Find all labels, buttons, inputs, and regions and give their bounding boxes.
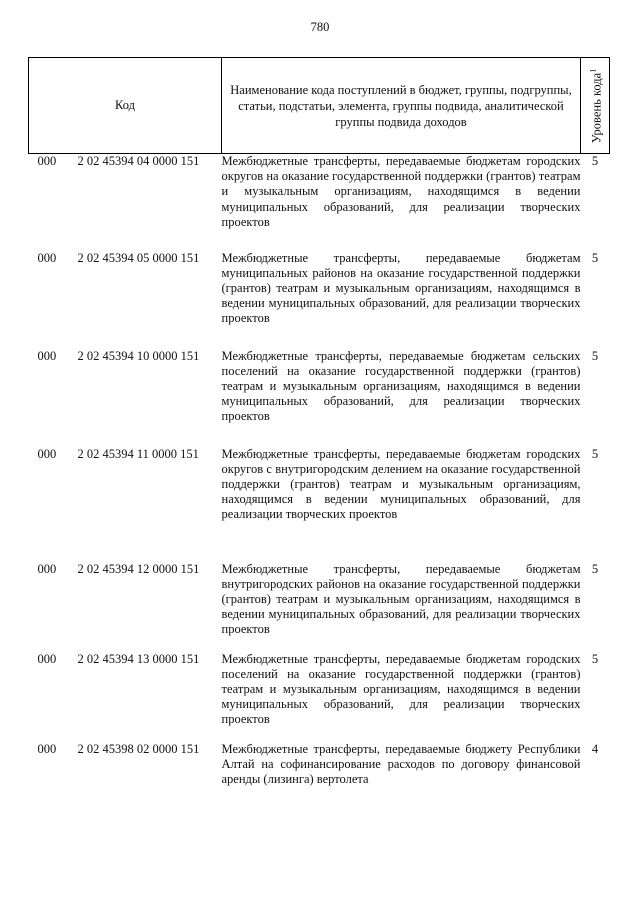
name-cell: Межбюджетные трансферты, передаваемые бюджетам внутригородских районов на оказание государственной поддержки (грантов) театрам и музыкальным организациям, находящимся в ведении муниципальных образований, для реализации творческих проектов — [221, 561, 581, 637]
code-cell — [29, 742, 222, 822]
code-prefix: 000 — [37, 741, 57, 756]
table-row — [29, 349, 610, 447]
code-prefix: 000 — [37, 651, 57, 666]
name-cell: Межбюджетные трансферты, передаваемые бюджетам городских округов с внутригородским делением на оказание государственной поддержки (грантов) театрам и музыкальным организациям, находящимся в ведении муниципальных образований, для реализации творческих проектов — [221, 446, 581, 522]
header-level — [581, 58, 610, 154]
table-row — [29, 562, 610, 652]
header-level-footnote: 1 — [588, 68, 598, 73]
header-name: Наименование кода поступлений в бюджет, группы, подгруппы, статьи, подстатьи, элемента, группы подвида, аналитической группы подвида доходов — [222, 58, 581, 154]
table-row — [29, 742, 610, 822]
level-cell: 5 — [591, 651, 599, 666]
header-level-text: Уровень кода — [589, 72, 604, 143]
name-cell: Межбюджетные трансферты, передаваемые бюджету Республики Алтай на софинансирование расходов по договору финансовой аренды (лизинга) вертолета — [221, 741, 581, 786]
code-cell — [29, 154, 222, 251]
code-prefix: 000 — [37, 348, 57, 363]
name-cell: Межбюджетные трансферты, передаваемые бюджетам муниципальных районов на оказание государственной поддержки (грантов) театрам и музыкальным организациям, находящимся в ведении муниципальных образований, для реализации творческих проектов — [221, 250, 581, 326]
header-code: Код — [29, 58, 222, 154]
code-value: 2 02 45394 05 0000 151 — [77, 250, 200, 265]
table-body — [29, 154, 610, 822]
level-cell: 5 — [591, 446, 599, 461]
level-cell: 5 — [591, 348, 599, 363]
level-cell: 5 — [591, 561, 599, 576]
revenue-codes-table — [28, 57, 610, 822]
code-cell — [29, 652, 222, 742]
code-value: 2 02 45394 10 0000 151 — [77, 348, 200, 363]
level-cell: 5 — [591, 250, 599, 265]
name-cell: Межбюджетные трансферты, передаваемые бюджетам городских округов на оказание государственной поддержки (грантов) театрам и музыкальным организациям, находящимся в ведении муниципальных образований, для реализации творческих проектов — [221, 154, 581, 229]
code-prefix: 000 — [37, 561, 57, 576]
table-row — [29, 652, 610, 742]
table-row — [29, 447, 610, 562]
code-cell — [29, 562, 222, 652]
code-cell — [29, 447, 222, 562]
table-row — [29, 251, 610, 349]
header-level-label — [585, 68, 604, 142]
level-cell: 5 — [591, 154, 599, 168]
page-number: 780 — [310, 20, 330, 34]
code-prefix: 000 — [37, 250, 57, 265]
name-cell: Межбюджетные трансферты, передаваемые бюджетам сельских поселений на оказание государственной поддержки (грантов) театрам и музыкальным организациям, находящимся в ведении муниципальных образований, для реализации творческих проектов — [221, 348, 581, 424]
table-row — [29, 154, 610, 251]
code-value: 2 02 45394 11 0000 151 — [77, 446, 199, 461]
code-value: 2 02 45394 13 0000 151 — [77, 651, 200, 666]
code-cell — [29, 251, 222, 349]
table-header-row — [29, 58, 610, 154]
name-cell: Межбюджетные трансферты, передаваемые бюджетам городских поселений на оказание государственной поддержки (грантов) театрам и музыкальным организациям, находящимся в ведении муниципальных образований, для реализации творческих проектов — [221, 651, 581, 727]
code-value: 2 02 45398 02 0000 151 — [77, 741, 200, 756]
level-cell: 4 — [591, 741, 599, 756]
code-prefix: 000 — [37, 154, 57, 168]
code-value: 2 02 45394 04 0000 151 — [77, 154, 200, 168]
code-prefix: 000 — [37, 446, 57, 461]
code-cell — [29, 349, 222, 447]
code-value: 2 02 45394 12 0000 151 — [77, 561, 200, 576]
